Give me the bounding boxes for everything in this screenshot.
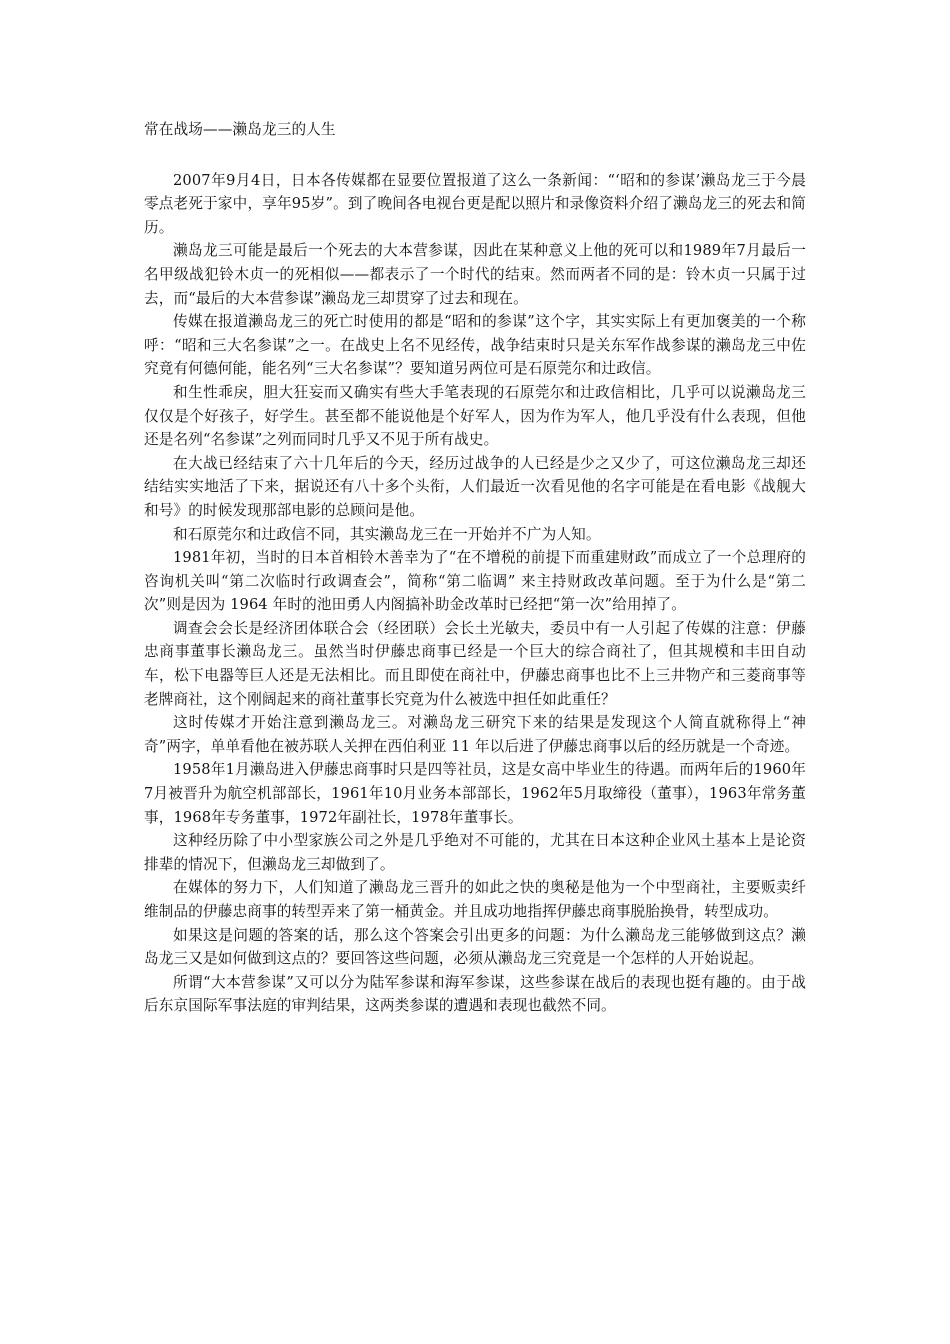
paragraph-7: 1981年初，当时的日本首相铃木善幸为了“在不增税的前提下而重建财政”而成立了一个总理府的咨询机关叫“第二次临时行政调查会”，简称“第二临调” 来主持财政改革问题。至于为什么是“第二次”则是因为 1964 年时的池田勇人内阁搞补助金改革时已经把“第一次”给用掉了。 [144, 549, 806, 614]
paragraph-10: 1958年1月濑岛进入伊藤忠商事时只是四等社员，这是女高中毕业生的待遇。而两年后的1960年7月被晋升为航空机部部长，1961年10月业务本部部长，1962年5月取缔役（董事），1963年常务董事，1968年专务董事，1972年副社长，1978年董事长。 [144, 761, 806, 826]
paragraph-3: 传媒在报道濑岛龙三的死亡时使用的都是“昭和的参谋”这个字，其实实际上有更加褒美的一个称呼：“昭和三大名参谋”之一。在战史上名不见经传，战争结束时只是关东军作战参谋的濑岛龙三中佐究竟有何德何能，能名列“三大名参谋”？要知道另两位可是石原莞尔和辻政信。 [144, 313, 806, 378]
paragraph-9: 这时传媒才开始注意到濑岛龙三。对濑岛龙三研究下来的结果是发现这个人简直就称得上“神奇”两字，单单看他在被苏联人关押在西伯利亚 11 年以后进了伊藤忠商事以后的经历就是一个奇迹。 [144, 714, 806, 755]
paragraph-5: 在大战已经结束了六十几年后的今天，经历过战争的人已经是少之又少了，可这位濑岛龙三却还结结实实地活了下来，据说还有八十多个头衔，人们最近一次看见他的名字可能是在看电影《战舰大和号》的时候发现那部电影的总顾问是他。 [144, 454, 806, 519]
paragraph-14: 所谓“大本营参谋”又可以分为陆军参谋和海军参谋，这些参谋在战后的表现也挺有趣的。由于战后东京国际军事法庭的审判结果，这两类参谋的遭遇和表现也截然不同。 [144, 973, 806, 1015]
paragraph-12: 在媒体的努力下，人们知道了濑岛龙三晋升的如此之快的奥秘是他为一个中型商社，主要贩卖纤维制品的伊藤忠商事的转型弄来了第一桶黄金。并且成功地指挥伊藤忠商事脱胎换骨，转型成功。 [144, 879, 806, 920]
paragraph-13: 如果这是问题的答案的话，那么这个答案会引出更多的问题：为什么濑岛龙三能够做到这点？濑岛龙三又是如何做到这点的？要回答这些问题，必须从濑岛龙三究竟是一个怎样的人开始说起。 [144, 926, 806, 968]
paragraph-4: 和生性乖戾，胆大狂妄而又确实有些大手笔表现的石原莞尔和辻政信相比，几乎可以说濑岛龙三仅仅是个好孩子，好学生。甚至都不能说他是个好军人，因为作为军人，他几乎没有什么表现，但他还是名列“名参谋”之列而同时几乎又不见于所有战史。 [144, 383, 806, 449]
paragraph-2: 濑岛龙三可能是最后一个死去的大本营参谋，因此在某种意义上他的死可以和1989年7月最后一名甲级战犯铃木贞一的死相似——都表示了一个时代的结束。然而两者不同的是：铃木贞一只属于过去，而“最后的大本营参谋”濑岛龙三却贯穿了过去和现在。 [144, 242, 806, 307]
paragraph-11: 这种经历除了中小型家族公司之外是几乎绝对不可能的，尤其在日本这种企业风土基本上是论资排辈的情况下，但濑岛龙三却做到了。 [144, 832, 806, 873]
document-title: 常在战场——濑岛龙三的人生 [144, 121, 336, 138]
document-page [144, 118, 806, 1018]
paragraph-1: 2007年9月4日，日本各传媒都在显要位置报道了这么一条新闻：“‘昭和的参谋’濑岛龙三于今晨零点老死于家中，享年95岁”。到了晚间各电视台更是配以照片和录像资料介绍了濑岛龙三的死去和简历。 [144, 171, 806, 236]
paragraph-6: 和石原莞尔和辻政信不同，其实濑岛龙三在一开始并不广为人知。 [173, 525, 601, 543]
paragraph-8: 调查会会长是经济团体联合会（经团联）会长土光敏夫，委员中有一人引起了传媒的注意：伊藤忠商事董事长濑岛龙三。虽然当时伊藤忠商事已经是一个巨大的综合商社了，但其规模和丰田自动车，松下电器等巨人还是无法相比。而且即使在商社中，伊藤忠商事也比不上三井物产和三菱商事等老牌商社，这个刚阔起来的商社董事长究竟为什么被选中担任如此重任？ [144, 619, 806, 708]
